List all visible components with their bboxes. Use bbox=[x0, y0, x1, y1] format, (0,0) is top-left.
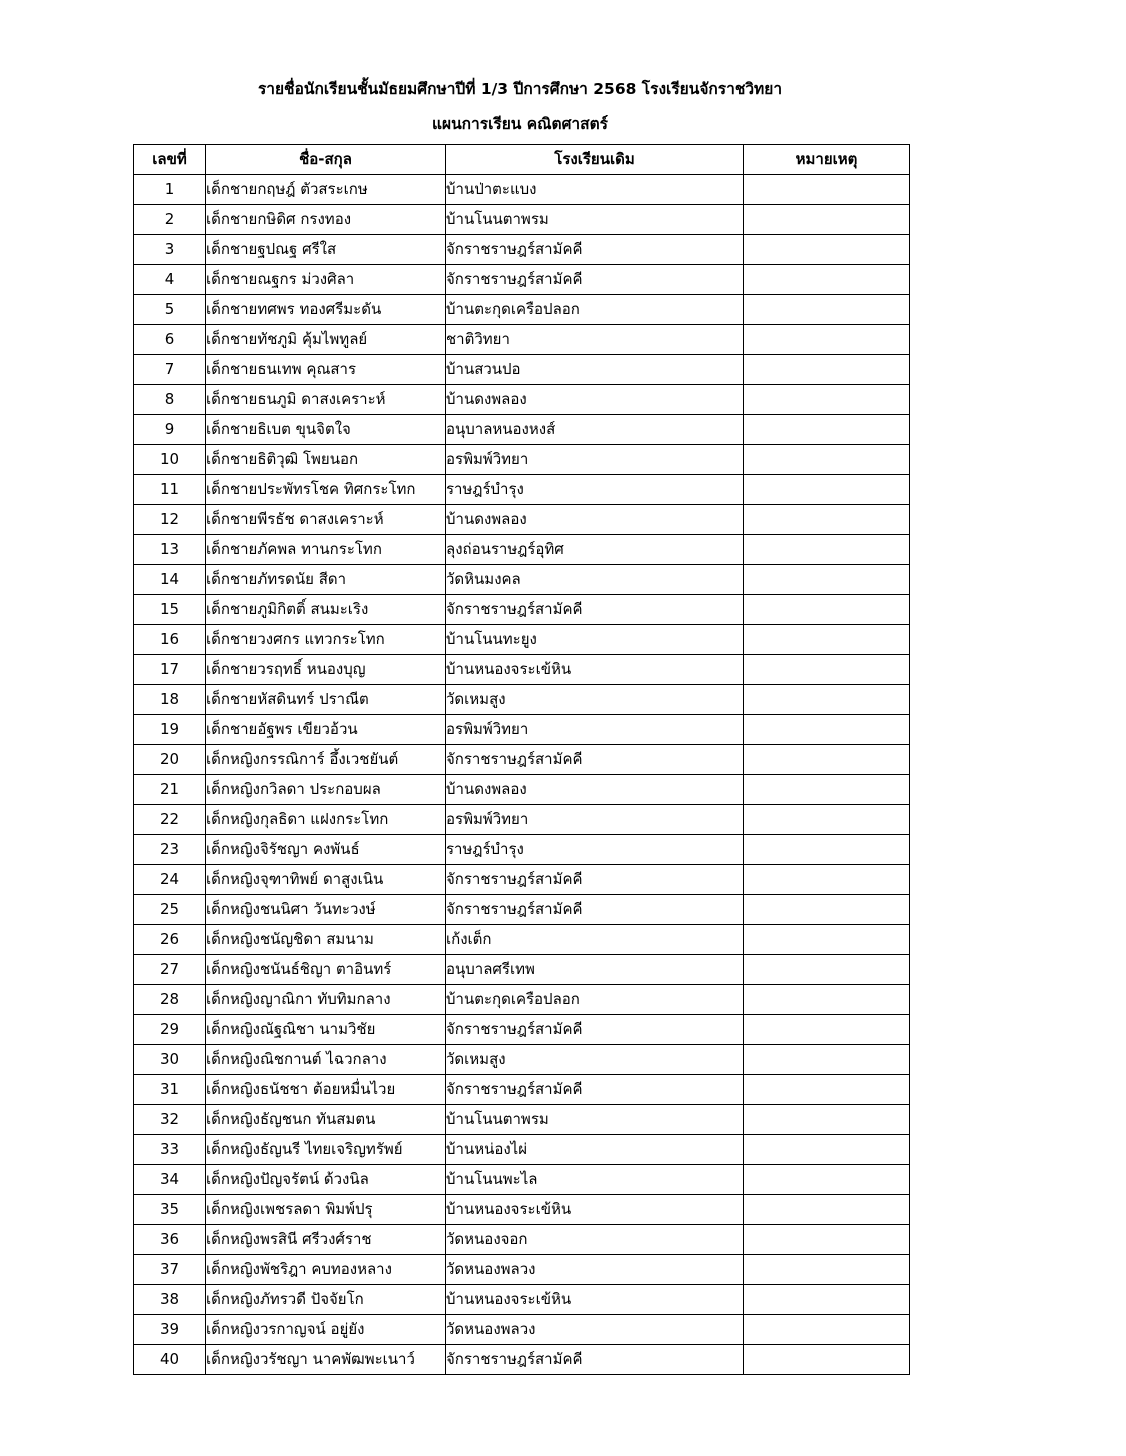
student-name: เด็กหญิงชนันธ์ชิญา ตาอินทร์ bbox=[206, 955, 446, 985]
table-row bbox=[134, 475, 910, 505]
student-name: เด็กชายฐปณฐ ศรีใส bbox=[206, 235, 446, 265]
row-number: 11 bbox=[134, 475, 206, 505]
student-name: เด็กหญิงกวิลดา ประกอบผล bbox=[206, 775, 446, 805]
student-name: เด็กหญิงปัญจรัตน์ ด้วงนิล bbox=[206, 1165, 446, 1195]
table-row bbox=[134, 295, 910, 325]
row-number: 37 bbox=[134, 1255, 206, 1285]
remarks-cell bbox=[744, 235, 910, 265]
remarks-cell bbox=[744, 1195, 910, 1225]
remarks-cell bbox=[744, 475, 910, 505]
student-name: เด็กชายกฤษฎ์ ตัวสระเกษ bbox=[206, 175, 446, 205]
row-number: 21 bbox=[134, 775, 206, 805]
previous-school: บ้านตะกุดเครือปลอก bbox=[446, 295, 744, 325]
remarks-cell bbox=[744, 895, 910, 925]
table-row bbox=[134, 685, 910, 715]
remarks-cell bbox=[744, 205, 910, 235]
previous-school: อรพิมพ์วิทยา bbox=[446, 445, 744, 475]
table-row bbox=[134, 205, 910, 235]
row-number: 15 bbox=[134, 595, 206, 625]
student-name: เด็กหญิงพัชริฎา คบทองหลาง bbox=[206, 1255, 446, 1285]
row-number: 16 bbox=[134, 625, 206, 655]
document-subtitle: แผนการเรียน คณิตศาสตร์ bbox=[432, 115, 608, 133]
student-name: เด็กชายธิเบต ขุนจิตใจ bbox=[206, 415, 446, 445]
table-row bbox=[134, 1285, 910, 1315]
table-row bbox=[134, 445, 910, 475]
table-row bbox=[134, 1045, 910, 1075]
student-name: เด็กหญิงเพชรลดา พิมพ์ปรุ bbox=[206, 1195, 446, 1225]
table-row bbox=[134, 1105, 910, 1135]
previous-school: จักราชราษฎร์สามัคคี bbox=[446, 1075, 744, 1105]
header-remarks: หมายเหตุ bbox=[744, 145, 910, 175]
table-row bbox=[134, 535, 910, 565]
table-row bbox=[134, 625, 910, 655]
remarks-cell bbox=[744, 175, 910, 205]
remarks-cell bbox=[744, 505, 910, 535]
previous-school: วัดหินมงคล bbox=[446, 565, 744, 595]
remarks-cell bbox=[744, 445, 910, 475]
previous-school: อนุบาลหนองหงส์ bbox=[446, 415, 744, 445]
row-number: 5 bbox=[134, 295, 206, 325]
row-number: 24 bbox=[134, 865, 206, 895]
table-row bbox=[134, 325, 910, 355]
remarks-cell bbox=[744, 1105, 910, 1135]
row-number: 29 bbox=[134, 1015, 206, 1045]
row-number: 30 bbox=[134, 1045, 206, 1075]
student-name: เด็กหญิงพรสินี ศรีวงศ์ราช bbox=[206, 1225, 446, 1255]
header-number: เลขที่ bbox=[134, 145, 206, 175]
row-number: 18 bbox=[134, 685, 206, 715]
student-name: เด็กหญิงณิชกานต์ ไฉวกลาง bbox=[206, 1045, 446, 1075]
table-row bbox=[134, 655, 910, 685]
row-number: 3 bbox=[134, 235, 206, 265]
remarks-cell bbox=[744, 925, 910, 955]
table-row bbox=[134, 1345, 910, 1375]
student-name: เด็กหญิงวรัชญา นาคพัฒพะเนาว์ bbox=[206, 1345, 446, 1375]
student-name: เด็กชายธิติวุฒิ โพยนอก bbox=[206, 445, 446, 475]
student-name: เด็กชายภัทรดนัย สีดา bbox=[206, 565, 446, 595]
table-row bbox=[134, 955, 910, 985]
remarks-cell bbox=[744, 295, 910, 325]
table-row bbox=[134, 1015, 910, 1045]
row-number: 33 bbox=[134, 1135, 206, 1165]
remarks-cell bbox=[744, 745, 910, 775]
student-name: เด็กหญิงชนนิศา วันทะวงษ์ bbox=[206, 895, 446, 925]
student-name: เด็กชายณฐกร ม่วงศิลา bbox=[206, 265, 446, 295]
student-name: เด็กหญิงวรกาญจน์ อยู่ยัง bbox=[206, 1315, 446, 1345]
remarks-cell bbox=[744, 1165, 910, 1195]
table-row bbox=[134, 985, 910, 1015]
table-row bbox=[134, 775, 910, 805]
row-number: 1 bbox=[134, 175, 206, 205]
header-previous-school: โรงเรียนเดิม bbox=[446, 145, 744, 175]
table-row bbox=[134, 1315, 910, 1345]
table-row bbox=[134, 175, 910, 205]
previous-school: วัดเหมสูง bbox=[446, 1045, 744, 1075]
remarks-cell bbox=[744, 355, 910, 385]
previous-school: ชาติวิทยา bbox=[446, 325, 744, 355]
row-number: 2 bbox=[134, 205, 206, 235]
previous-school: จักราชราษฎร์สามัคคี bbox=[446, 235, 744, 265]
row-number: 22 bbox=[134, 805, 206, 835]
previous-school: บ้านหนองจระเข้หิน bbox=[446, 655, 744, 685]
remarks-cell bbox=[744, 1255, 910, 1285]
row-number: 12 bbox=[134, 505, 206, 535]
student-name: เด็กชายกษิดิศ กรงทอง bbox=[206, 205, 446, 235]
student-name: เด็กหญิงจุฑาทิพย์ ดาสูงเนิน bbox=[206, 865, 446, 895]
previous-school: ลุงถ่อนราษฎร์อุทิศ bbox=[446, 535, 744, 565]
row-number: 14 bbox=[134, 565, 206, 595]
previous-school: บ้านหนองจระเข้หิน bbox=[446, 1285, 744, 1315]
remarks-cell bbox=[744, 325, 910, 355]
student-name: เด็กชายภัคพล ทานกระโทก bbox=[206, 535, 446, 565]
previous-school: จักราชราษฎร์สามัคคี bbox=[446, 865, 744, 895]
student-roster-table bbox=[133, 144, 910, 1375]
row-number: 36 bbox=[134, 1225, 206, 1255]
row-number: 20 bbox=[134, 745, 206, 775]
table-row bbox=[134, 895, 910, 925]
previous-school: บ้านโนนพะไล bbox=[446, 1165, 744, 1195]
remarks-cell bbox=[744, 985, 910, 1015]
student-name: เด็กหญิงญาณิกา ทับทิมกลาง bbox=[206, 985, 446, 1015]
previous-school: จักราชราษฎร์สามัคคี bbox=[446, 1345, 744, 1375]
remarks-cell bbox=[744, 955, 910, 985]
table-header-row bbox=[134, 145, 910, 175]
previous-school: อรพิมพ์วิทยา bbox=[446, 805, 744, 835]
table-row bbox=[134, 805, 910, 835]
row-number: 13 bbox=[134, 535, 206, 565]
table-row bbox=[134, 1075, 910, 1105]
previous-school: บ้านตะกุดเครือปลอก bbox=[446, 985, 744, 1015]
previous-school: จักราชราษฎร์สามัคคี bbox=[446, 1015, 744, 1045]
student-name: เด็กชายทัชภูมิ คุ้มไพทูลย์ bbox=[206, 325, 446, 355]
student-name: เด็กหญิงธนัชชา ต้อยหมื่นไวย bbox=[206, 1075, 446, 1105]
table-row bbox=[134, 865, 910, 895]
remarks-cell bbox=[744, 1225, 910, 1255]
previous-school: ราษฎร์บำรุง bbox=[446, 475, 744, 505]
student-name: เด็กหญิงชนัญชิดา สมนาม bbox=[206, 925, 446, 955]
table-row bbox=[134, 235, 910, 265]
remarks-cell bbox=[744, 1285, 910, 1315]
table-row bbox=[134, 595, 910, 625]
remarks-cell bbox=[744, 535, 910, 565]
previous-school: จักราชราษฎร์สามัคคี bbox=[446, 895, 744, 925]
row-number: 38 bbox=[134, 1285, 206, 1315]
remarks-cell bbox=[744, 1315, 910, 1345]
document-title: รายชื่อนักเรียนชั้นมัธยมศึกษาปีที่ 1/3 ปีการศึกษา 2568 โรงเรียนจักราชวิทยา bbox=[257, 80, 783, 98]
table-row bbox=[134, 1225, 910, 1255]
previous-school: บ้านดงพลอง bbox=[446, 505, 744, 535]
row-number: 34 bbox=[134, 1165, 206, 1195]
row-number: 39 bbox=[134, 1315, 206, 1345]
remarks-cell bbox=[744, 565, 910, 595]
student-name: เด็กชายอัฐพร เขียวอ้วน bbox=[206, 715, 446, 745]
table-row bbox=[134, 1255, 910, 1285]
student-name: เด็กหญิงกุลธิดา แฝงกระโทก bbox=[206, 805, 446, 835]
row-number: 17 bbox=[134, 655, 206, 685]
student-name: เด็กหญิงธัญชนก ทันสมตน bbox=[206, 1105, 446, 1135]
remarks-cell bbox=[744, 1345, 910, 1375]
row-number: 35 bbox=[134, 1195, 206, 1225]
remarks-cell bbox=[744, 655, 910, 685]
remarks-cell bbox=[744, 1045, 910, 1075]
row-number: 25 bbox=[134, 895, 206, 925]
remarks-cell bbox=[744, 865, 910, 895]
row-number: 9 bbox=[134, 415, 206, 445]
student-name: เด็กชายทศพร ทองศรีมะดัน bbox=[206, 295, 446, 325]
table-row bbox=[134, 1135, 910, 1165]
remarks-cell bbox=[744, 595, 910, 625]
remarks-cell bbox=[744, 385, 910, 415]
previous-school: บ้านหนองจระเข้หิน bbox=[446, 1195, 744, 1225]
student-name: เด็กหญิงกรรณิการ์ อึ้งเวชยันต์ bbox=[206, 745, 446, 775]
table-row bbox=[134, 265, 910, 295]
remarks-cell bbox=[744, 625, 910, 655]
table-row bbox=[134, 835, 910, 865]
remarks-cell bbox=[744, 415, 910, 445]
header-name: ชื่อ-สกุล bbox=[206, 145, 446, 175]
remarks-cell bbox=[744, 835, 910, 865]
student-name: เด็กชายวรฤทธิ์ หนองบุญ bbox=[206, 655, 446, 685]
remarks-cell bbox=[744, 685, 910, 715]
previous-school: วัดหนองพลวง bbox=[446, 1255, 744, 1285]
row-number: 4 bbox=[134, 265, 206, 295]
previous-school: จักราชราษฎร์สามัคคี bbox=[446, 595, 744, 625]
previous-school: บ้านสวนปอ bbox=[446, 355, 744, 385]
student-name: เด็กชายวงศกร แทวกระโทก bbox=[206, 625, 446, 655]
row-number: 6 bbox=[134, 325, 206, 355]
table-row bbox=[134, 385, 910, 415]
previous-school: วัดหนองจอก bbox=[446, 1225, 744, 1255]
previous-school: บ้านหน่องไผ่ bbox=[446, 1135, 744, 1165]
remarks-cell bbox=[744, 805, 910, 835]
remarks-cell bbox=[744, 715, 910, 745]
table-body bbox=[134, 175, 910, 1375]
remarks-cell bbox=[744, 265, 910, 295]
student-name: เด็กหญิงจิรัชญา คงพันธ์ bbox=[206, 835, 446, 865]
row-number: 23 bbox=[134, 835, 206, 865]
table-row bbox=[134, 745, 910, 775]
row-number: 26 bbox=[134, 925, 206, 955]
previous-school: บ้านโนนตาพรม bbox=[446, 1105, 744, 1135]
previous-school: บ้านป่าตะแบง bbox=[446, 175, 744, 205]
previous-school: บ้านโนนทะยูง bbox=[446, 625, 744, 655]
previous-school: อรพิมพ์วิทยา bbox=[446, 715, 744, 745]
previous-school: ราษฎร์บำรุง bbox=[446, 835, 744, 865]
student-name: เด็กหญิงภัทรวดี ปัจจัยโก bbox=[206, 1285, 446, 1315]
row-number: 10 bbox=[134, 445, 206, 475]
row-number: 7 bbox=[134, 355, 206, 385]
table-row bbox=[134, 1195, 910, 1225]
remarks-cell bbox=[744, 1015, 910, 1045]
student-name: เด็กชายประพัทรโชค ทิศกระโทก bbox=[206, 475, 446, 505]
table-row bbox=[134, 415, 910, 445]
table-row bbox=[134, 355, 910, 385]
student-name: เด็กหญิงณัฐณิชา นามวิชัย bbox=[206, 1015, 446, 1045]
student-name: เด็กชายภูมิกิตติ์ สนมะเริง bbox=[206, 595, 446, 625]
row-number: 19 bbox=[134, 715, 206, 745]
row-number: 31 bbox=[134, 1075, 206, 1105]
student-name: เด็กชายหัสดินทร์ ปราณีต bbox=[206, 685, 446, 715]
student-name: เด็กหญิงธัญนรี ไทยเจริญทรัพย์ bbox=[206, 1135, 446, 1165]
row-number: 32 bbox=[134, 1105, 206, 1135]
row-number: 8 bbox=[134, 385, 206, 415]
table-row bbox=[134, 715, 910, 745]
table-row bbox=[134, 565, 910, 595]
previous-school: จักราชราษฎร์สามัคคี bbox=[446, 745, 744, 775]
previous-school: วัดเหมสูง bbox=[446, 685, 744, 715]
row-number: 40 bbox=[134, 1345, 206, 1375]
previous-school: จักราชราษฎร์สามัคคี bbox=[446, 265, 744, 295]
previous-school: เก้งเต็ก bbox=[446, 925, 744, 955]
remarks-cell bbox=[744, 1135, 910, 1165]
previous-school: บ้านโนนตาพรม bbox=[446, 205, 744, 235]
row-number: 27 bbox=[134, 955, 206, 985]
student-name: เด็กชายธนภูมิ ดาสงเคราะห์ bbox=[206, 385, 446, 415]
student-name: เด็กชายธนเทพ คุณสาร bbox=[206, 355, 446, 385]
student-name: เด็กชายพีรธัช ดาสงเคราะห์ bbox=[206, 505, 446, 535]
row-number: 28 bbox=[134, 985, 206, 1015]
table-row bbox=[134, 925, 910, 955]
previous-school: อนุบาลศรีเทพ bbox=[446, 955, 744, 985]
previous-school: วัดหนองพลวง bbox=[446, 1315, 744, 1345]
remarks-cell bbox=[744, 775, 910, 805]
previous-school: บ้านดงพลอง bbox=[446, 385, 744, 415]
remarks-cell bbox=[744, 1075, 910, 1105]
table-row bbox=[134, 505, 910, 535]
table-row bbox=[134, 1165, 910, 1195]
previous-school: บ้านดงพลอง bbox=[446, 775, 744, 805]
